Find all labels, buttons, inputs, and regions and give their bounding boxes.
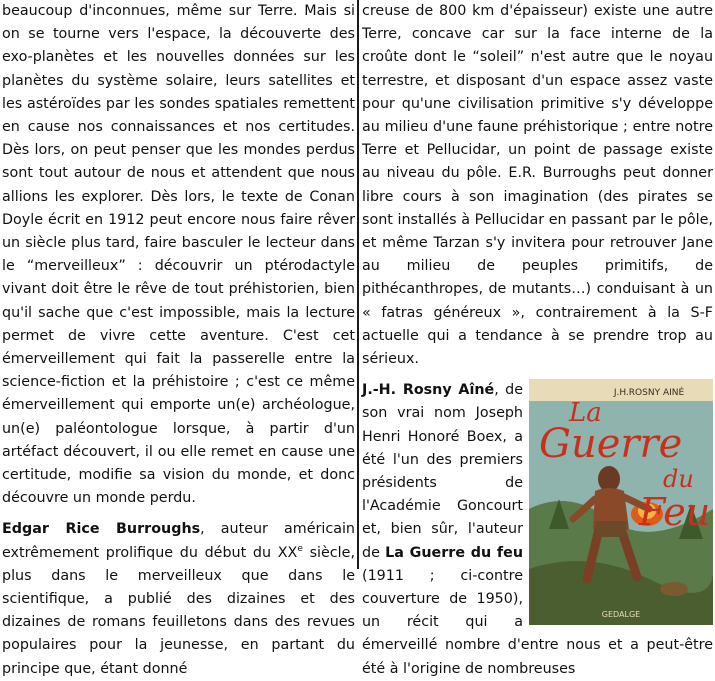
burroughs-paragraph	[2, 518, 355, 680]
left-column	[2, 0, 355, 681]
rosny-text-a: , de son vrai nom Joseph Henri Honoré Boex, a été l'un des premiers présidents de l'Académie Goncourt et, bien sûr, l'auteur de	[362, 382, 523, 561]
cover-title-feu: Feu	[639, 490, 711, 535]
cover-author: J.H.ROSNY AINÉ	[613, 388, 685, 399]
cover-title-du: du	[663, 465, 694, 494]
column-divider	[357, 0, 359, 569]
cover-publisher: GEDALGE	[601, 610, 641, 620]
century-superscript: e	[297, 543, 303, 554]
rosny-text-b: (1911 ; ci-contre couverture de 1950), un récit qui a émerveillé nombre d'entre nous et a peut-être été à l'origine de nombreuses	[362, 567, 713, 677]
book-title: La Guerre du feu	[385, 544, 524, 561]
cover-title-guerre: Guerre	[539, 421, 683, 468]
book-cover-image	[529, 379, 713, 625]
burroughs-text-a: , auteur américain extrêmement prolifique du début du XX	[2, 521, 355, 561]
intro-paragraph: beaucoup d'inconnues, même sur Terre. Mais si on se tourne vers l'espace, la découverte des exo-planètes et les nouvelles données sur les planètes du système solaire, leurs satellites et les astéroïdes par les sondes spatiales remettent en cause nos connaissances et nos certitudes. Dès lors, on peut penser que les mondes perdus sont tout autour de nous et attendent que nous allions les explorer. Dès lors, le texte de Conan Doyle écrit en 1912 peut encore nous faire rêver un siècle plus tard, faire basculer le lecteur dans le “merveilleux” : découvrir un ptérodactyle vivant doit être le rêve de tout préhistorien, bien qu'il sache que c'est impossible, mais la lecture permet de vivre cette aventure. C'est cet émerveillement qui fait la passerelle entre la science-fiction et la préhistoire ; c'est ce même émerveillement qui emporte un(e) archéologue, un(e) paléontologue lorsque, à partir d'un artéfact découvert, il ou elle remet en cause une certitude, modifie sa vision du monde, et donc découvre un monde perdu.	[2, 3, 355, 507]
burroughs-text-b: siècle, plus dans le merveilleux que dans le scientifique, a publié des dizaines et des dizaines de romans feuilletons dans des revues populaires pour la jeunesse, en partant du principe que, étant donné	[2, 544, 355, 677]
burroughs-name: Edgar Rice Burroughs	[2, 521, 201, 538]
rosny-name: J.-H. Rosny Aîné	[362, 382, 495, 399]
pellucidar-paragraph: creuse de 800 km d'épaisseur) existe une autre Terre, concave car sur la face interne de la croûte dont le “soleil” n'est autre que le noyau terrestre, et disposant d'un espace assez vaste pour qu'une civilisation primitive s'y développe au milieu d'une faune préhistorique ; entre notre Terre et Pellucidar, un point de passage existe au niveau du pôle. E.R. Burroughs peut donner libre cours à son imagination (des pirates se sont installés à Pellucidar en passant par le pôle, et même Tarzan s'y invitera pour retrouver Jane au milieu de peuples primitifs, de pithécanthropes, de mutants…) conduisant à un « fatras généreux », contrairement à la S-F actuelle qui a tendance à se prendre trop au sérieux.	[362, 3, 713, 368]
cover-title-la: La	[569, 398, 602, 429]
right-column	[362, 0, 713, 681]
